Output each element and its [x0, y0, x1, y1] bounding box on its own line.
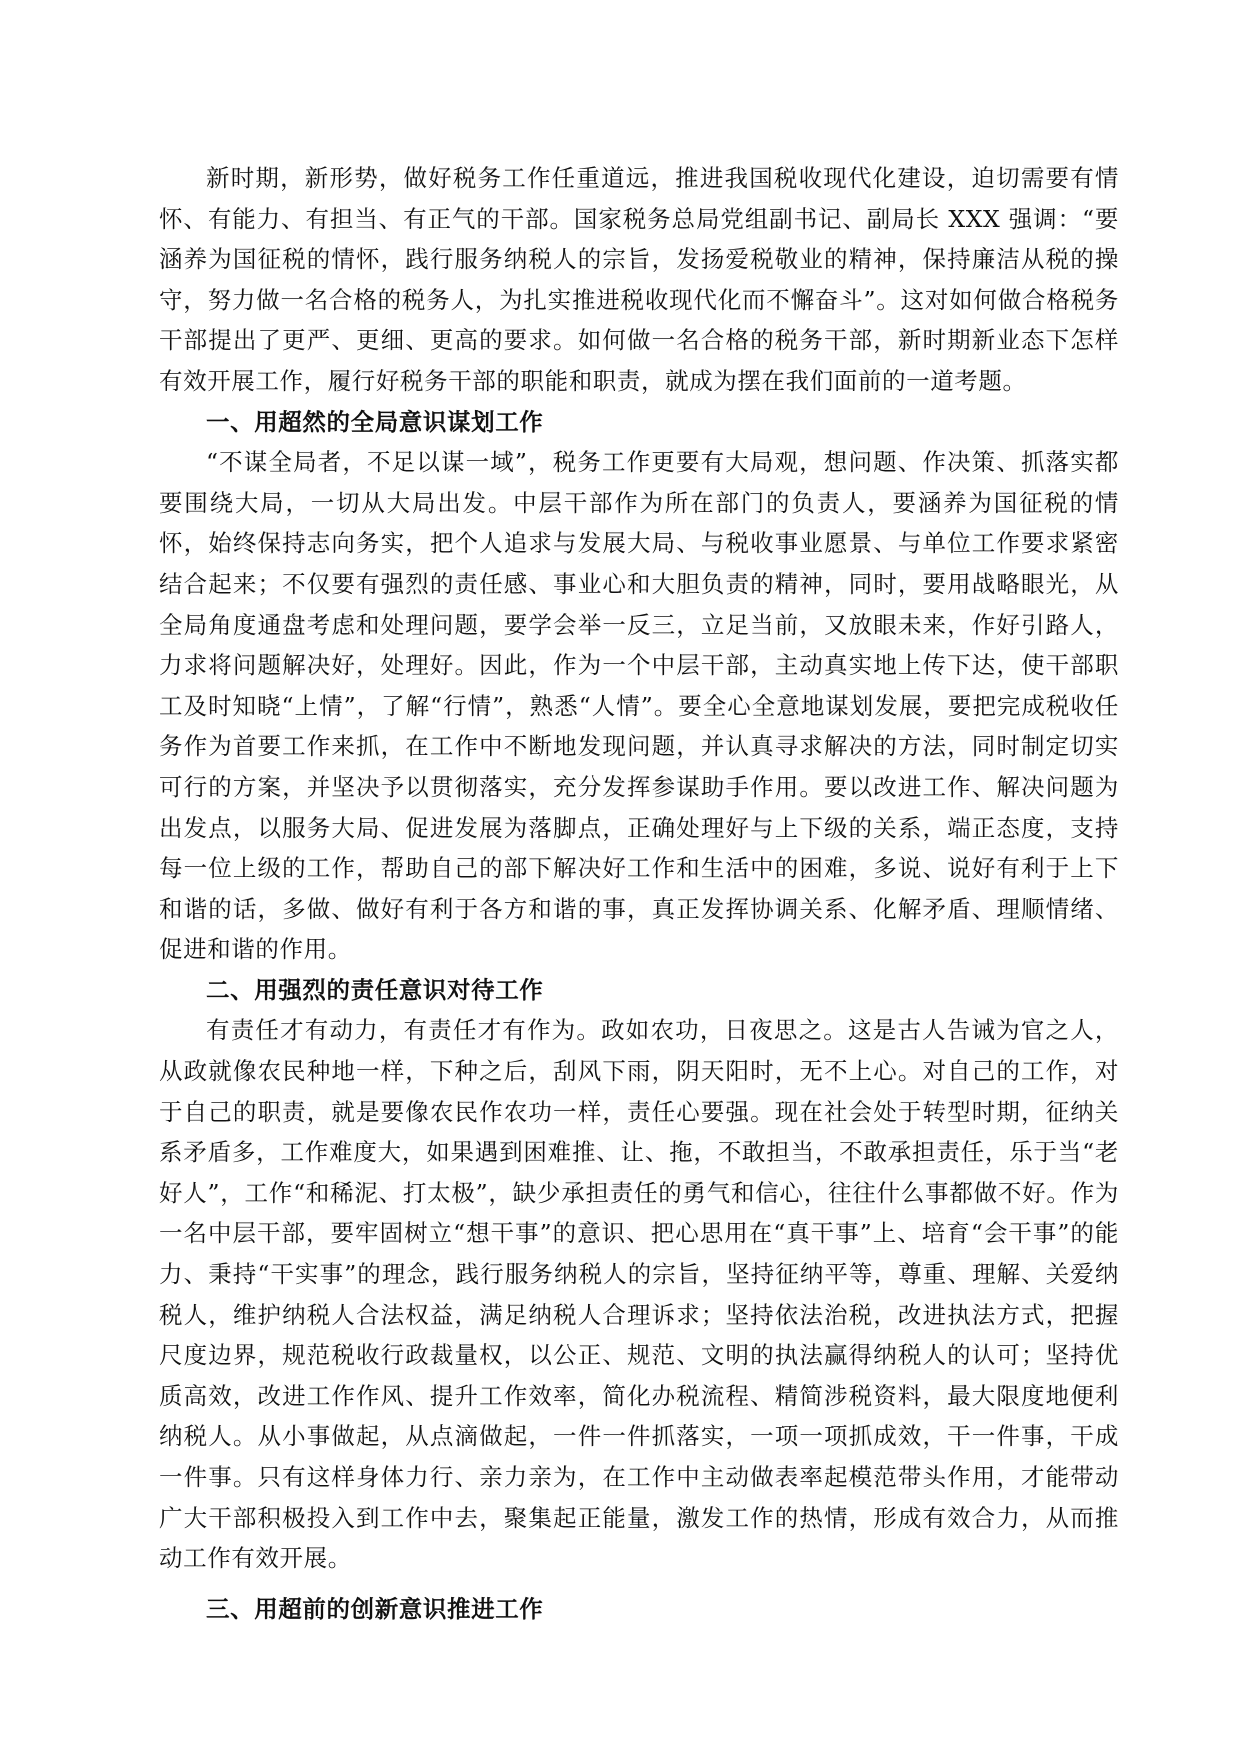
section-body-1: “不谋全局者，不足以谋一域”，税务工作更要有大局观，想问题、作决策、抓落实都要围绕大局，一切从大局出发。中层干部作为所在部门的负责人，要涵养为国征税的情怀，始终保持志向务实，把个人追求与发展大局、与税收事业愿景、与单位工作要求紧密结合起来；不仅要有强烈的责任感、事业心和大胆负责的精神，同时，要用战略眼光，从全局角度通盘考虑和处理问题，要学会举一反三，立足当前，又放眼未来，作好引路人，力求将问题解决好，处理好。因此，作为一个中层干部，主动真实地上传下达，使干部职工及时知晓“上情”，了解“行情”，熟悉“人情”。要全心全意地谋划发展，要把完成税收任务作为首要工作来抓，在工作中不断地发现问题，并认真寻求解决的方法，同时制定切实可行的方案，并坚决予以贯彻落实，充分发挥参谋助手作用。要以改进工作、解决问题为出发点，以服务大局、促进发展为落脚点，正确处理好与上下级的关系，端正态度，支持每一位上级的工作，帮助自己的部下解决好工作和生活中的困难，多说、说好有利于上下和谐的话，多做、做好有利于各方和谐的事，真正发挥协调关系、化解矛盾、理顺情绪、促进和谐的作用。	[159, 448, 1119, 964]
section-heading-2: 二、用强烈的责任意识对待工作	[206, 975, 544, 1004]
intro-paragraph: 新时期，新形势，做好税务工作任重道远，推进我国税收现代化建设，迫切需要有情怀、有能力、有担当、有正气的干部。国家税务总局党组副书记、副局长 XXX 强调：“要涵养为国征税的情怀，践行服务纳税人的宗旨，发扬爱税敬业的精神，保持廉洁从税的操守，努力做一名合格的税务人，为扎实推进税收现代化而不懈奋斗”。这对如何做合格税务干部提出了更严、更细、更高的要求。如何做一名合格的税务干部，新时期新业态下怎样有效开展工作，履行好税务干部的职能和职责，就成为摆在我们面前的一道考题。	[159, 164, 1119, 395]
section-body-2: 有责任才有动力，有责任才有作为。政如农功，日夜思之。这是古人告诫为官之人，从政就像农民种地一样，下种之后，刮风下雨，阴天阳时，无不上心。对自己的工作，对于自己的职责，就是要像农民作农功一样，责任心要强。现在社会处于转型时期，征纳关系矛盾多，工作难度大，如果遇到困难推、让、拖，不敢担当，不敢承担责任，乐于当“老好人”，工作“和稀泥、打太极”，缺少承担责任的勇气和信心，往往什么事都做不好。作为一名中层干部，要牢固树立“想干事”的意识、把心思用在“真干事”上、培育“会干事”的能力、秉持“干实事”的理念，践行服务纳税人的宗旨，坚持征纳平等，尊重、理解、关爱纳税人，维护纳税人合法权益，满足纳税人合理诉求；坚持依法治税，改进执法方式，把握尺度边界，规范税收行政裁量权，以公正、规范、文明的执法赢得纳税人的认可；坚持优质高效，改进工作作风、提升工作效率，简化办税流程、精简涉税资料，最大限度地便利纳税人。从小事做起，从点滴做起，一件一件抓落实，一项一项抓成效，干一件事，干成一件事。只有这样身体力行、亲力亲为，在工作中主动做表率起模范带头作用，才能带动广大干部积极投入到工作中去，聚集起正能量，激发工作的热情，形成有效合力，从而推动工作有效开展。	[159, 1016, 1119, 1573]
section-heading-3: 三、用超前的创新意识推进工作	[206, 1594, 544, 1623]
section-heading-1: 一、用超然的全局意识谋划工作	[206, 407, 544, 436]
document-page	[159, 158, 1119, 1629]
